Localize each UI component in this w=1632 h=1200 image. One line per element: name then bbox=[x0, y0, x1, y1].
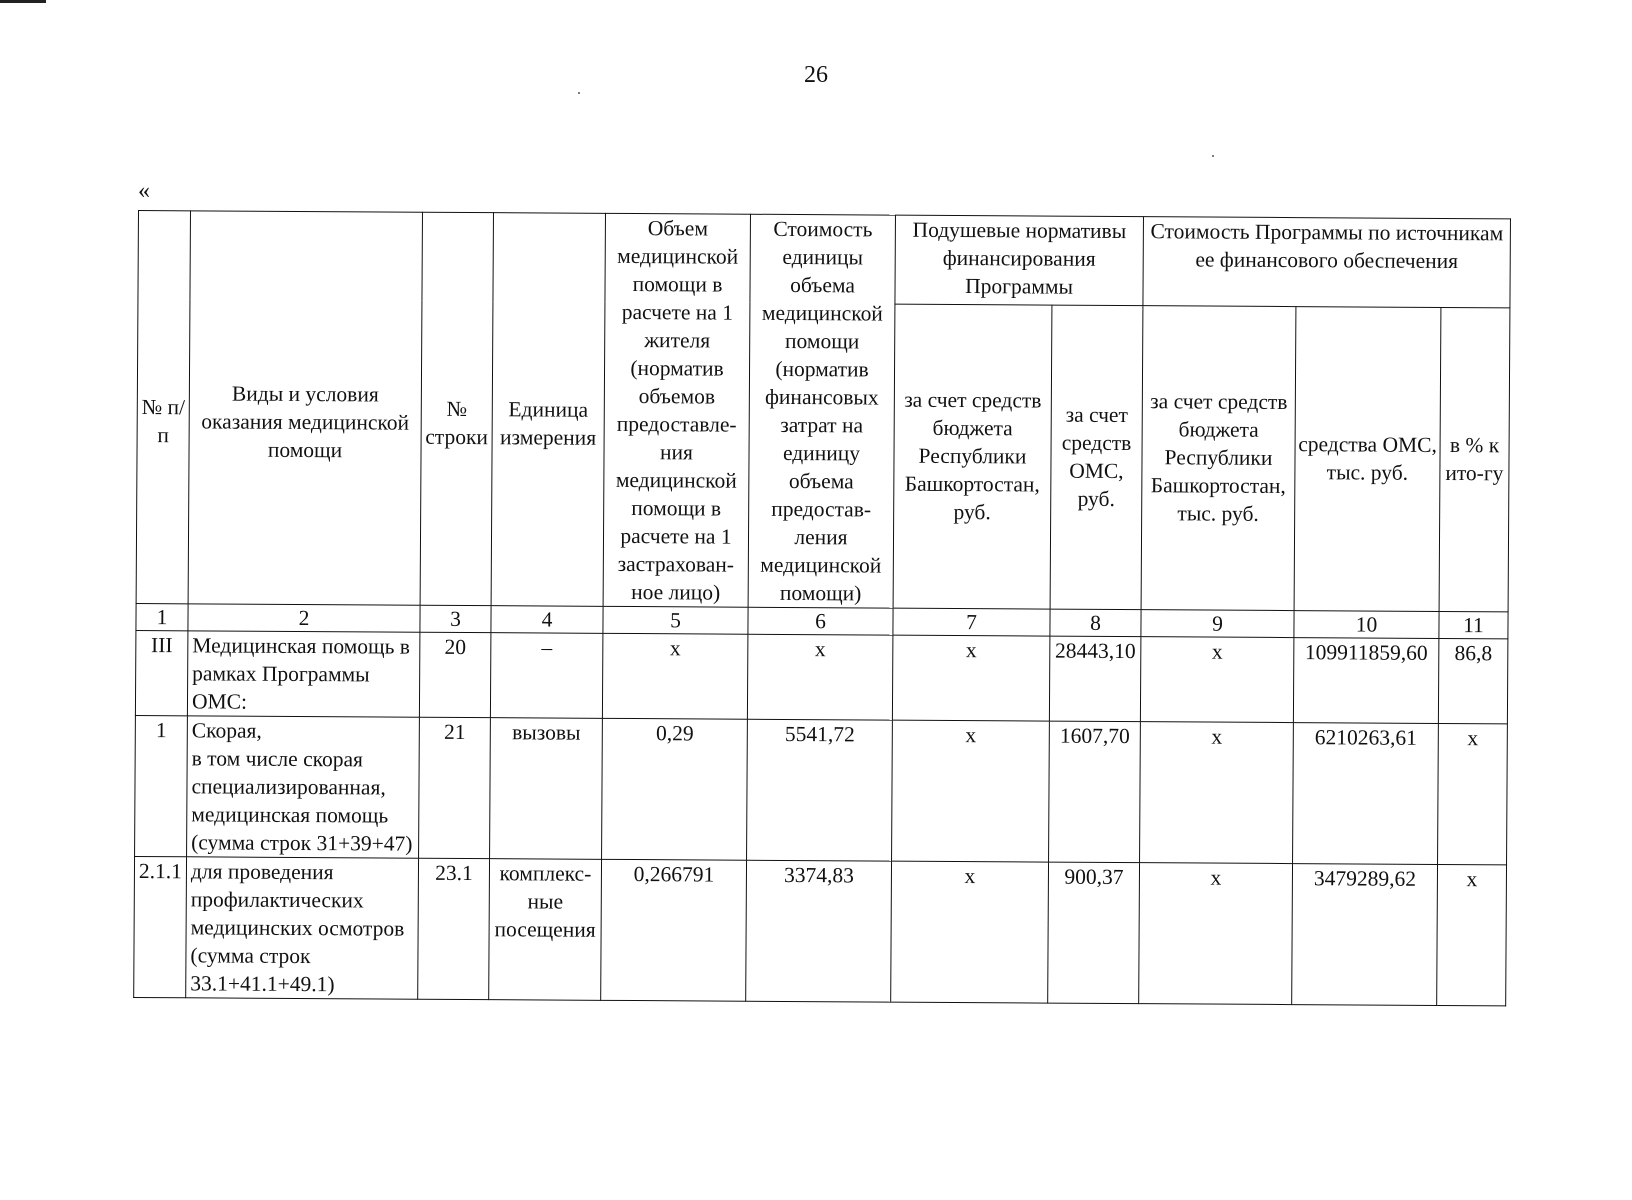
column-number: 10 bbox=[1294, 611, 1439, 639]
row-budget-thous: х bbox=[1139, 863, 1293, 1005]
row-oms-thous: 6210263,61 bbox=[1293, 723, 1439, 865]
row-line-no: 20 bbox=[419, 632, 491, 717]
header-budget-rub: за счет средств бюджета Республики Башкортостан, руб. bbox=[893, 304, 1052, 609]
row-unit: вызовы bbox=[490, 718, 603, 860]
column-number: 4 bbox=[491, 606, 603, 634]
header-unit: Единица измерения bbox=[491, 213, 605, 607]
row-name: для проведения профилактических медицинских осмотров (сумма строк 33.1+41.1+49.1) bbox=[186, 857, 419, 999]
row-budget-rub: х bbox=[892, 720, 1050, 862]
column-number: 11 bbox=[1439, 611, 1508, 638]
row-budget-thous: х bbox=[1140, 722, 1294, 864]
header-cost: Стоимость единицы объема медицинской помощи (норматив финансовых затрат на единицу объема предостав-ления медицинской помощи) bbox=[748, 214, 895, 608]
header-per-capita: Подушевые нормативы финансирования Программы bbox=[895, 215, 1144, 305]
row-cost: 3374,83 bbox=[746, 860, 892, 1002]
row-volume: 0,266791 bbox=[601, 859, 747, 1001]
row-volume: х bbox=[602, 633, 748, 719]
row-line-no: 23.1 bbox=[418, 858, 490, 999]
column-number: 3 bbox=[420, 605, 491, 632]
header-oms-thous: средства ОМС, тыс. руб. bbox=[1294, 306, 1441, 611]
column-number: 5 bbox=[603, 606, 748, 634]
header-types: Виды и условия оказания медицинской помощи bbox=[188, 211, 422, 605]
table-row bbox=[134, 856, 1507, 1005]
header-row-top bbox=[138, 211, 1511, 308]
table-row bbox=[135, 715, 1508, 864]
row-percent: х bbox=[1437, 864, 1507, 1005]
page-number: 26 bbox=[804, 62, 828, 88]
header-num: № п/п bbox=[136, 211, 190, 604]
row-oms-rub: 900,37 bbox=[1048, 862, 1140, 1004]
row-oms-thous: 109911859,60 bbox=[1293, 638, 1439, 724]
row-num: 1 bbox=[135, 715, 188, 856]
header-budget-thous: за счет средств бюджета Республики Башкортостан, тыс. руб. bbox=[1141, 305, 1296, 610]
opening-quote: « bbox=[138, 178, 150, 204]
row-percent: х bbox=[1438, 723, 1508, 864]
row-oms-thous: 3479289,62 bbox=[1292, 864, 1438, 1006]
row-oms-rub: 28443,10 bbox=[1049, 636, 1141, 722]
header-volume: Объем медицинской помощи в расчете на 1 жителя (норматив объемов предоставле-ния медицинской помощи в расчете на 1 застрахован-ное лицо) bbox=[603, 213, 750, 607]
header-program-cost: Стоимость Программы по источникам ее финансового обеспечения bbox=[1143, 217, 1511, 308]
column-number: 2 bbox=[188, 604, 420, 632]
row-volume: 0,29 bbox=[602, 718, 748, 860]
row-budget-rub: х bbox=[892, 635, 1050, 721]
row-name: Медицинская помощь в рамках Программы ОМС: bbox=[187, 631, 420, 717]
row-unit: – bbox=[490, 633, 603, 719]
row-num: 2.1.1 bbox=[134, 856, 187, 997]
row-unit: комплекс-ные посещения bbox=[489, 859, 602, 1001]
row-cost: х bbox=[747, 634, 893, 720]
column-number: 8 bbox=[1050, 609, 1141, 637]
column-number: 1 bbox=[136, 603, 188, 630]
column-number: 6 bbox=[748, 607, 893, 635]
scan-speck bbox=[1212, 155, 1214, 157]
row-budget-rub: х bbox=[891, 861, 1049, 1003]
financing-table bbox=[133, 210, 1511, 1006]
row-oms-rub: 1607,70 bbox=[1049, 721, 1141, 863]
header-oms-rub: за счет средств ОМС, руб. bbox=[1050, 305, 1143, 610]
row-num: III bbox=[135, 630, 188, 715]
scan-edge-mark bbox=[0, 0, 46, 3]
column-number: 7 bbox=[893, 608, 1050, 636]
table-row bbox=[135, 630, 1507, 723]
header-percent: в % к ито-гу bbox=[1439, 307, 1510, 612]
row-percent: 86,8 bbox=[1438, 638, 1508, 723]
row-cost: 5541,72 bbox=[747, 719, 893, 861]
row-name: Скорая, в том числе скорая специализированная, медицинская помощь (сумма строк 31+39+47) bbox=[187, 716, 420, 858]
scan-speck bbox=[578, 92, 580, 94]
row-budget-thous: х bbox=[1140, 637, 1294, 723]
row-line-no: 21 bbox=[419, 717, 491, 858]
header-row-no: № строки bbox=[420, 212, 493, 605]
column-number: 9 bbox=[1141, 610, 1294, 638]
